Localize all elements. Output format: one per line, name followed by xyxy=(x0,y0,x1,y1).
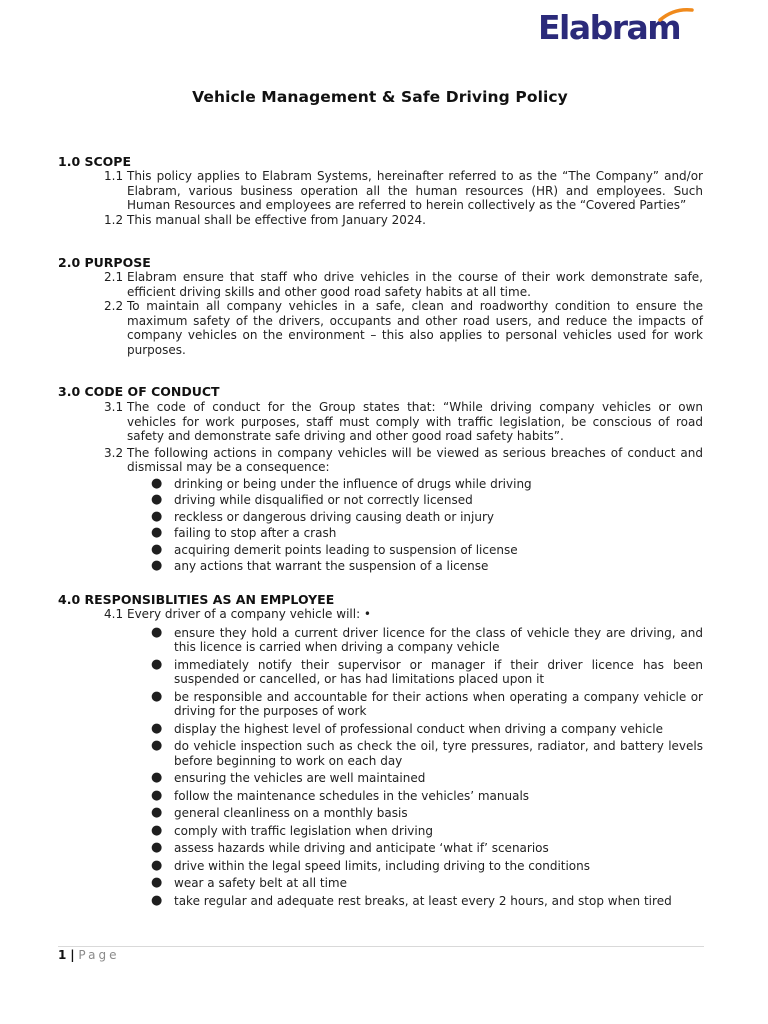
bullet-icon: ● xyxy=(151,787,163,803)
list-item: ● follow the maintenance schedules in the vehicles’ manuals xyxy=(151,787,530,803)
list-item: ● drinking or being under the influence of drugs while driving xyxy=(151,475,532,491)
list-item: ● do vehicle inspection such as check the oil, tyre pressures, radiator, and battery levels before beginning to work on each day xyxy=(151,738,703,768)
page-label: Page xyxy=(78,948,120,962)
clause-2-2 xyxy=(58,299,703,357)
footer-divider xyxy=(58,946,704,947)
bullet-icon: ● xyxy=(151,720,163,736)
list-item: ● general cleanliness on a monthly basis xyxy=(151,805,408,820)
bullet-icon: ● xyxy=(151,738,163,753)
clause-number: 2.2 xyxy=(104,299,124,313)
clause-number: 2.1 xyxy=(104,270,124,284)
clause-number: 4.1 xyxy=(104,607,124,621)
clause-number: 3.2 xyxy=(104,445,124,460)
section-purpose xyxy=(58,255,703,357)
bullet-icon: ● xyxy=(151,492,163,507)
clause-1-2 xyxy=(58,213,703,228)
list-item: ● assess hazards while driving and anticipate ‘what if’ scenarios xyxy=(151,840,549,855)
clause-number: 1.1 xyxy=(104,169,124,183)
clause-text: To maintain all company vehicles in a safe, clean and roadworthy condition to ensure the maximum safety of the drivers, occupants and other road users, and reduce the impacts of company vehicles on the environment – this also applies to personal vehicles used for work purposes. xyxy=(127,299,703,357)
bullet-icon: ● xyxy=(151,475,163,491)
list-item: ● failing to stop after a crash xyxy=(151,525,337,540)
section-heading: 2.0 PURPOSE xyxy=(58,255,151,270)
bullet-icon: ● xyxy=(151,624,163,640)
list-item: ● acquiring demerit points leading to suspension of license xyxy=(151,541,518,557)
list-item: ● be responsible and accountable for their actions when operating a company vehicle or driving for the purposes of work xyxy=(151,688,703,718)
list-item: ● ensure they hold a current driver licence for the class of vehicle they are driving, and this licence is carried when driving a company vehicle xyxy=(151,624,703,654)
bullet-icon: ● xyxy=(151,770,163,785)
list-item: ● reckless or dangerous driving causing death or injury xyxy=(151,508,495,524)
clause-text: Every driver of a company vehicle will: • xyxy=(127,607,372,621)
clause-4-1 xyxy=(58,607,703,622)
list-item: ● immediately notify their supervisor or manager if their driver licence has been suspended or cancelled, or has had limitations placed upon it xyxy=(151,656,703,686)
list-item: ● drive within the legal speed limits, including driving to the conditions xyxy=(151,857,591,873)
clause-3-2 xyxy=(58,446,703,475)
clause-number: 1.2 xyxy=(104,212,124,227)
section-heading: 4.0 RESPONSIBLITIES AS AN EMPLOYEE xyxy=(58,592,335,607)
bullet-icon: ● xyxy=(151,892,163,908)
elabram-logo xyxy=(538,6,708,46)
clause-3-1 xyxy=(58,400,703,444)
bullet-icon: ● xyxy=(151,525,163,540)
bullet-icon: ● xyxy=(151,558,163,573)
section-heading: 3.0 CODE OF CONDUCT xyxy=(58,384,220,399)
responsibility-bullet-list xyxy=(58,626,703,909)
clause-2-1 xyxy=(58,270,703,299)
clause-text: This policy applies to Elabram Systems, hereinafter referred to as the “The Company” and/or Elabram, various business operation all the human resources (HR) and employees. Such Human Resources and employees are referred to herein collectively as the “Covered Parties” xyxy=(127,169,703,212)
page-footer xyxy=(58,948,119,962)
logo-wordmark: Elabram xyxy=(538,8,681,47)
bullet-icon: ● xyxy=(151,840,163,855)
clause-text: Elabram ensure that staff who drive vehicles in the course of their work demonstrate safe, efficient driving skills and other good road safety habits at all time. xyxy=(127,270,703,299)
clause-text: The following actions in company vehicles will be viewed as serious breaches of conduct and dismissal may be a consequence: xyxy=(127,445,703,474)
clause-number: 3.1 xyxy=(104,400,124,414)
page-number: 1 xyxy=(58,948,67,962)
clause-1-1 xyxy=(58,169,703,213)
footer-separator: | xyxy=(70,948,75,962)
conduct-bullet-list xyxy=(58,477,703,574)
clause-text: The code of conduct for the Group states that: “While driving company vehicles or own vehicles for work purposes, staff must comply with traffic legislation, be conscious of road safety and demonstrate safe driving and other good road safety habits”. xyxy=(127,400,703,443)
section-heading: 1.0 SCOPE xyxy=(58,154,131,169)
bullet-icon: ● xyxy=(151,656,163,672)
bullet-icon: ● xyxy=(151,688,163,704)
clause-text: This manual shall be effective from January 2024. xyxy=(127,212,426,227)
section-code-of-conduct xyxy=(58,384,703,574)
list-item: ● driving while disqualified or not correctly licensed xyxy=(151,492,473,507)
list-item: ● ensuring the vehicles are well maintained xyxy=(151,770,426,785)
bullet-icon: ● xyxy=(151,508,163,524)
bullet-icon: ● xyxy=(151,805,163,820)
bullet-icon: ● xyxy=(151,541,163,557)
section-responsibilities xyxy=(58,592,703,908)
list-item: ● any actions that warrant the suspension of a license xyxy=(151,558,489,573)
list-item: ● take regular and adequate rest breaks, at least every 2 hours, and stop when tired xyxy=(151,892,672,908)
document-title: Vehicle Management & Safe Driving Policy xyxy=(192,88,568,106)
bullet-icon: ● xyxy=(151,857,163,873)
list-item: ● wear a safety belt at all time xyxy=(151,875,347,890)
list-item: ● display the highest level of professional conduct when driving a company vehicle xyxy=(151,720,663,736)
logo-swoosh-icon xyxy=(656,6,696,24)
list-item: ● comply with traffic legislation when driving xyxy=(151,822,433,838)
section-scope xyxy=(58,154,703,227)
bullet-icon: ● xyxy=(151,875,163,890)
bullet-icon: ● xyxy=(151,822,163,838)
